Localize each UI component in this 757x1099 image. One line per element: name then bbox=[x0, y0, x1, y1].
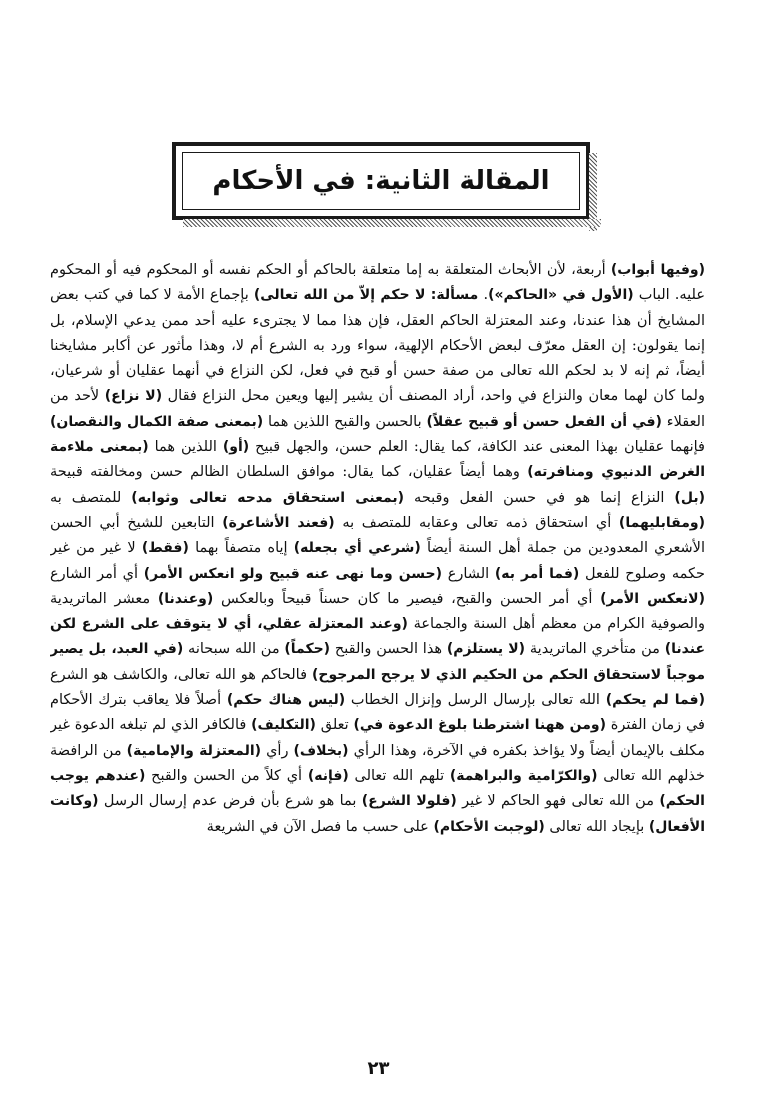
bold-matn-segment: (عندهم يوجب الحكم) bbox=[50, 767, 705, 810]
commentary-segment: بإجماع الأمة لا كما في كتب بعض المشايخ أن هذا عندنا، وعند المعتزلة الحاكم العقل، فإن هذا مما لا يجترىء عليه أحد ممن يدعي الإسلام، بل إنما يقولون: إن العقل معرّف لبعض الأحكام الإلهية، سواء ورد به الشرع أم لا، وهذا مأثور عن أكابر مشايخنا أيضاً، ثم إنه لا بد لحكم الله تعالى من صفة حسن أو قبح في فعل، لكن النزاع في أنهما عقليان أو شرعيان، ولما كان لهما معان والنزاع في واحد، أراد المصنف أن يشير إليها ويعين محل النزاع فقال bbox=[50, 287, 705, 405]
commentary-segment: هذا الحسن والقبح bbox=[330, 641, 447, 658]
commentary-segment: من الله سبحانه bbox=[183, 641, 285, 658]
chapter-title: المقالة الثانية: في الأحكام bbox=[212, 166, 550, 196]
commentary-segment: للمتصف به bbox=[50, 489, 132, 506]
commentary-segment: أي استحقاق ذمه تعالى وعقابه للمتصف به bbox=[334, 514, 619, 531]
bold-matn-segment: (أو) bbox=[222, 439, 250, 456]
commentary-segment: من الله تعالى فهو الحاكم لا غير bbox=[456, 793, 660, 810]
commentary-segment: التابعين للشيخ أبي الحسن الأشعري المعدودين من جملة أهل السنة أيضاً bbox=[50, 514, 705, 557]
bold-matn-segment: (بخلاف) bbox=[293, 742, 349, 759]
commentary-segment: معشر الماتريدية والصوفية الكرام من معظم أهل السنة والجماعة bbox=[50, 590, 705, 633]
bold-matn-segment: (بل) bbox=[674, 489, 705, 506]
bold-matn-segment: (فعند الأشاعرة) bbox=[222, 514, 335, 531]
commentary-segment: تلهم الله تعالى bbox=[348, 767, 450, 784]
bold-matn-segment: (وعند المعتزلة عقلي، أي لا يتوقف على الشرع لكن عندنا) bbox=[50, 616, 705, 658]
commentary-segment: رأي bbox=[261, 742, 294, 759]
commentary-segment: الشارع bbox=[442, 565, 495, 582]
commentary-segment: من متأخري الماتريدية bbox=[525, 641, 665, 658]
commentary-segment: . bbox=[478, 287, 489, 304]
commentary-segment: بالحسن والقبح اللذين هما bbox=[263, 413, 427, 430]
bold-matn-segment: (لوجبت الأحكام) bbox=[433, 818, 545, 835]
bold-matn-segment: (التكليف) bbox=[251, 717, 316, 734]
commentary-segment: النزاع إنما هو في حسن الفعل وقبحه bbox=[404, 489, 675, 506]
chapter-title-frame bbox=[172, 142, 590, 220]
commentary-segment: إياه متصفاً بهما bbox=[188, 540, 294, 557]
commentary-segment: بإيجاد الله تعالى bbox=[544, 818, 649, 835]
commentary-segment: أصلاً فلا يعاقب بترك الأحكام في زمان الفترة bbox=[50, 692, 705, 734]
bold-matn-segment: (فلولا الشرع) bbox=[361, 793, 457, 810]
bold-matn-segment: (وعندنا) bbox=[157, 590, 214, 607]
bold-matn-segment: (فإنه) bbox=[307, 767, 349, 784]
bold-matn-segment: (فما لم يحكم) bbox=[605, 692, 705, 709]
commentary-segment: اللذين هما bbox=[148, 439, 223, 456]
commentary-segment: أي أمر الحسن والقبح، فيصير ما كان حسناً قبيحاً وبالعكس bbox=[213, 590, 601, 607]
bold-matn-segment: (ليس هناك حكم) bbox=[226, 692, 346, 709]
bold-matn-segment: (فقط) bbox=[141, 540, 189, 557]
bold-matn-segment: (والكرّامية والبراهمة) bbox=[449, 767, 598, 784]
bold-matn-segment: (الأول في «الحاكم») bbox=[488, 287, 634, 304]
bold-matn-segment: (حكماً) bbox=[284, 641, 331, 658]
bold-matn-segment: (شرعي أي بجعله) bbox=[293, 540, 421, 557]
page-number: ٢٣ bbox=[367, 1058, 390, 1079]
commentary-segment: وهما أيضاً عقليان، كما يقال: موافق السلطان الظالم حسن ومخالفته قبيحة bbox=[50, 464, 528, 481]
bold-matn-segment: (في أن الفعل حسن أو قبيح عقلاً) bbox=[426, 413, 662, 430]
bold-matn-segment: (حسن وما نهى عنه قبيح ولو انعكس الأمر) bbox=[143, 565, 443, 582]
commentary-segment: من الرافضة خذلهم الله تعالى bbox=[50, 742, 705, 784]
commentary-segment: لأحد من العقلاء bbox=[50, 388, 705, 430]
bold-matn-segment: (وكانت الأفعال) bbox=[50, 793, 705, 835]
commentary-segment: لا غير من غير حكمه وصلوح للفعل bbox=[50, 540, 705, 582]
bold-matn-segment: (ومن ههنا اشترطنا بلوغ الدعوة في) bbox=[353, 717, 606, 734]
bold-matn-segment: (بمعنى ملاءمة الغرض الدنيوي ومنافرته) bbox=[50, 439, 705, 481]
commentary-segment: أربعة، لأن الأبحاث المتعلقة به إما متعلقة بالحاكم أو الحكم نفسه أو المحكوم فيه أو المحكوم عليه. الباب bbox=[50, 262, 705, 304]
bold-matn-segment: (بمعنى صفة الكمال والنقصان) bbox=[50, 413, 264, 430]
commentary-segment: بما هو شرع بأن فرض عدم إرسال الرسل bbox=[98, 793, 362, 810]
commentary-segment: تعلق bbox=[315, 717, 354, 734]
commentary-segment: أي كلاً من الحسن والقبح bbox=[145, 767, 308, 784]
bold-matn-segment: مسألة: لا حكم إلاّ من الله تعالى) bbox=[253, 287, 479, 304]
bold-matn-segment: (لا يستلزم) bbox=[446, 641, 526, 658]
commentary-segment: فالكافر الذي لم تبلغه الدعوة غير مكلف بالإيمان أيضاً ولا يؤاخذ بكفره في الآخرة، وهذا الرأي bbox=[50, 717, 705, 759]
bold-matn-segment: (لا نزاع) bbox=[104, 388, 163, 405]
commentary-segment: أي أمر الشارع bbox=[50, 565, 144, 582]
commentary-segment: فالحاكم هو الله تعالى، والكاشف هو الشرع bbox=[50, 666, 313, 683]
commentary-segment: على حسب ما فصل الآن في الشريعة bbox=[206, 818, 434, 835]
bold-matn-segment: (بمعنى استحقاق مدحه تعالى وثوابه) bbox=[131, 489, 405, 506]
bold-matn-segment: (فما أمر به) bbox=[494, 565, 580, 582]
bold-matn-segment: (ومقابليهما) bbox=[618, 514, 705, 531]
body-paragraph bbox=[50, 258, 705, 840]
bold-matn-segment: (في العبد، بل يصير موجباً لاستحقاق الحكم من الحكيم الذي لا يرجح المرجوح) bbox=[50, 641, 705, 683]
bold-matn-segment: (المعتزلة والإمامية) bbox=[126, 742, 262, 759]
commentary-segment: الله تعالى بإرسال الرسل وإنزال الخطاب bbox=[345, 692, 606, 709]
body-text bbox=[50, 258, 705, 1028]
commentary-segment: فإنهما عقليان بهذا المعنى عند الكافة، كما يقال: العلم حسن، والجهل قبيح bbox=[249, 439, 705, 456]
bold-matn-segment: (وفيها أبواب) bbox=[610, 262, 705, 278]
frame-shadow-bottom bbox=[183, 219, 601, 227]
bold-matn-segment: (لانعكس الأمر) bbox=[600, 590, 705, 607]
